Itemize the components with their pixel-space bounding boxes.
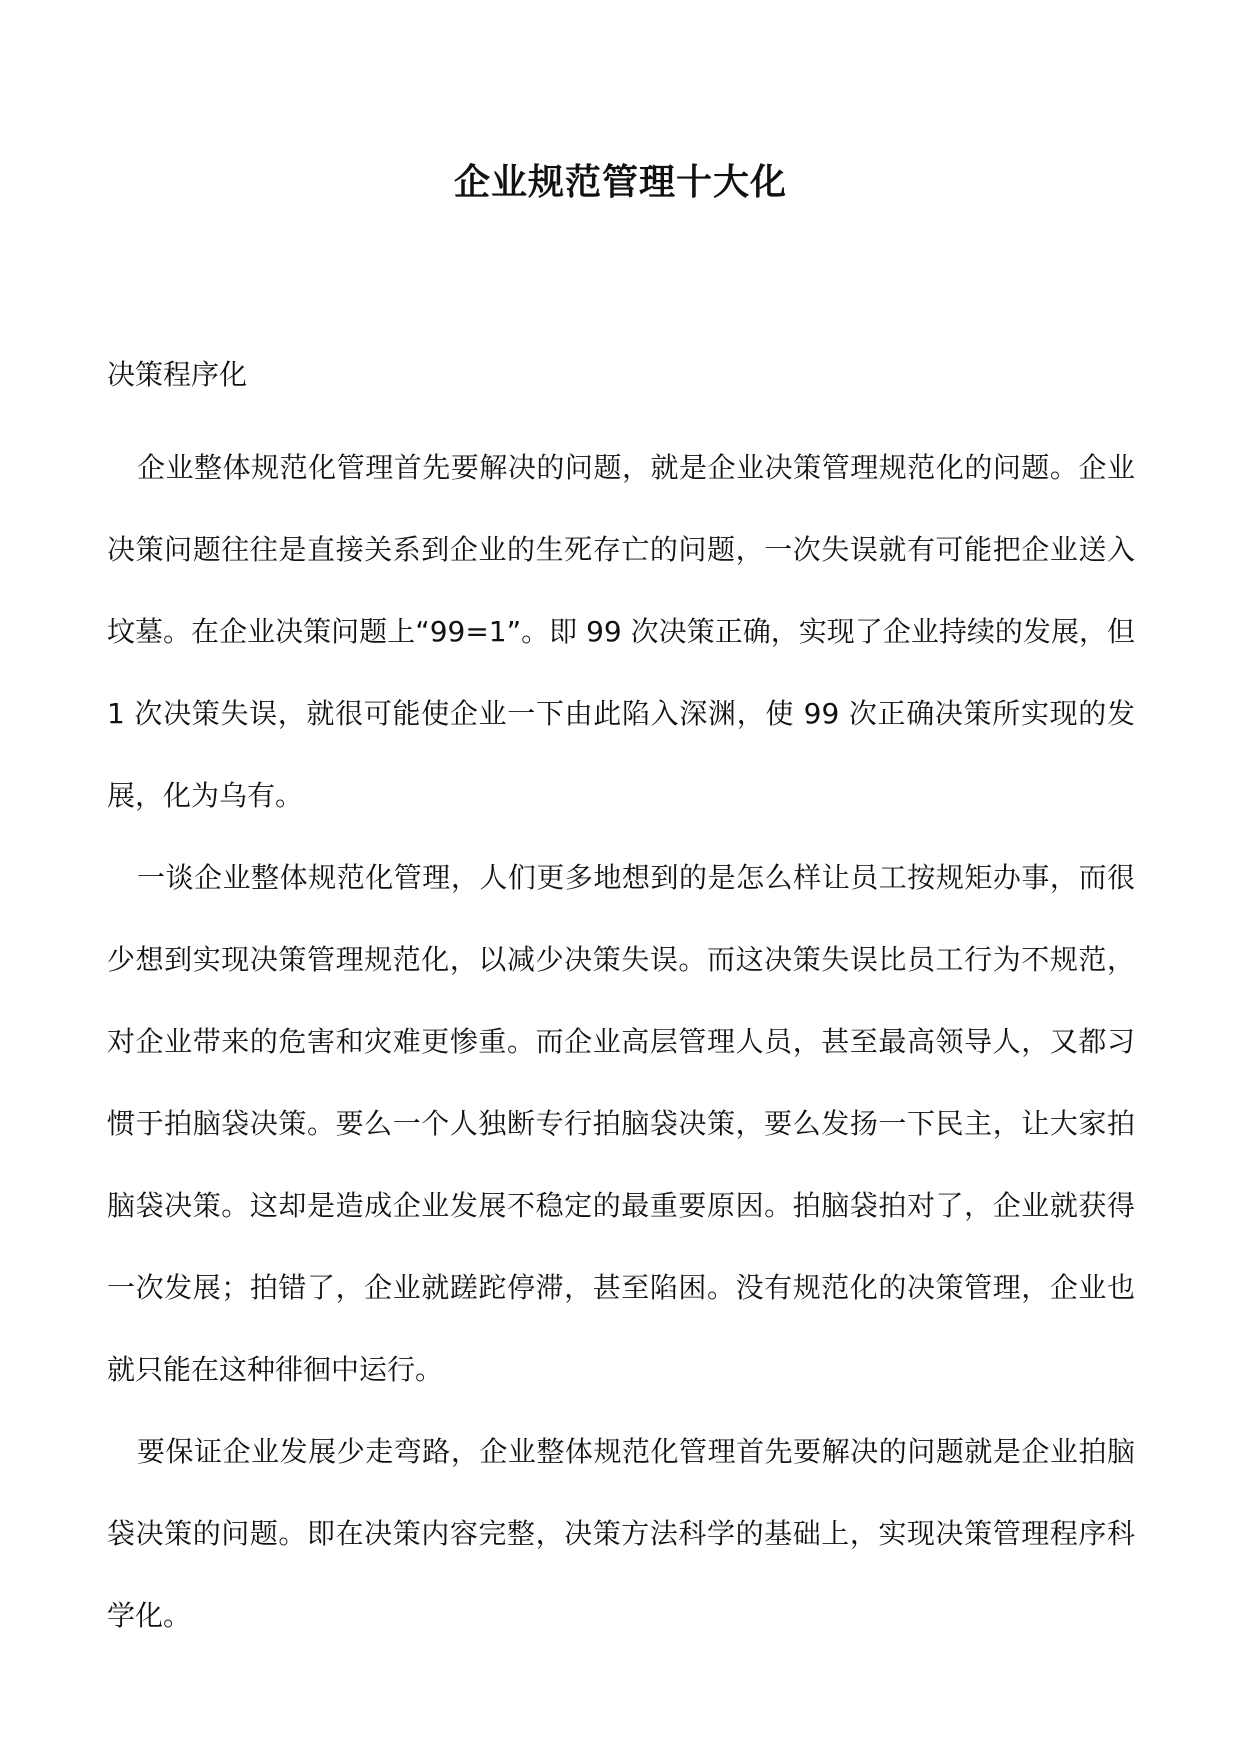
document-body xyxy=(107,345,1135,1657)
paragraph-1: 企业整体规范化管理首先要解决的问题，就是企业决策管理规范化的问题。企业决策问题往往是直接关系到企业的生死存亡的问题，一次失误就有可能把企业送入坟墓。在企业决策问题上“99=1”。即 99 次决策正确，实现了企业持续的发展，但 1 次决策失误，就很可能使企业一下由此陷入深渊，使 99 次正确决策所实现的发展，化为乌有。 xyxy=(107,451,1135,812)
document-title: 企业规范管理十大化 xyxy=(453,161,787,203)
paragraph-2: 一谈企业整体规范化管理，人们更多地想到的是怎么样让员工按规矩办事，而很少想到实现决策管理规范化，以减少决策失误。而这决策失误比员工行为不规范，对企业带来的危害和灾难更惨重。而企业高层管理人员，甚至最高领导人，又都习惯于拍脑袋决策。要么一个人独断专行拍脑袋决策，要么发扬一下民主，让大家拍脑袋决策。这却是造成企业发展不稳定的最重要原因。拍脑袋拍对了，企业就获得一次发展；拍错了，企业就蹉跎停滞，甚至陷困。没有规范化的决策管理，企业也就只能在这种徘徊中运行。 xyxy=(107,861,1135,1386)
paragraph-3: 要保证企业发展少走弯路，企业整体规范化管理首先要解决的问题就是企业拍脑袋决策的问题。即在决策内容完整，决策方法科学的基础上，实现决策管理程序科学化。 xyxy=(107,1435,1135,1632)
section-heading: 决策程序化 xyxy=(107,358,248,391)
